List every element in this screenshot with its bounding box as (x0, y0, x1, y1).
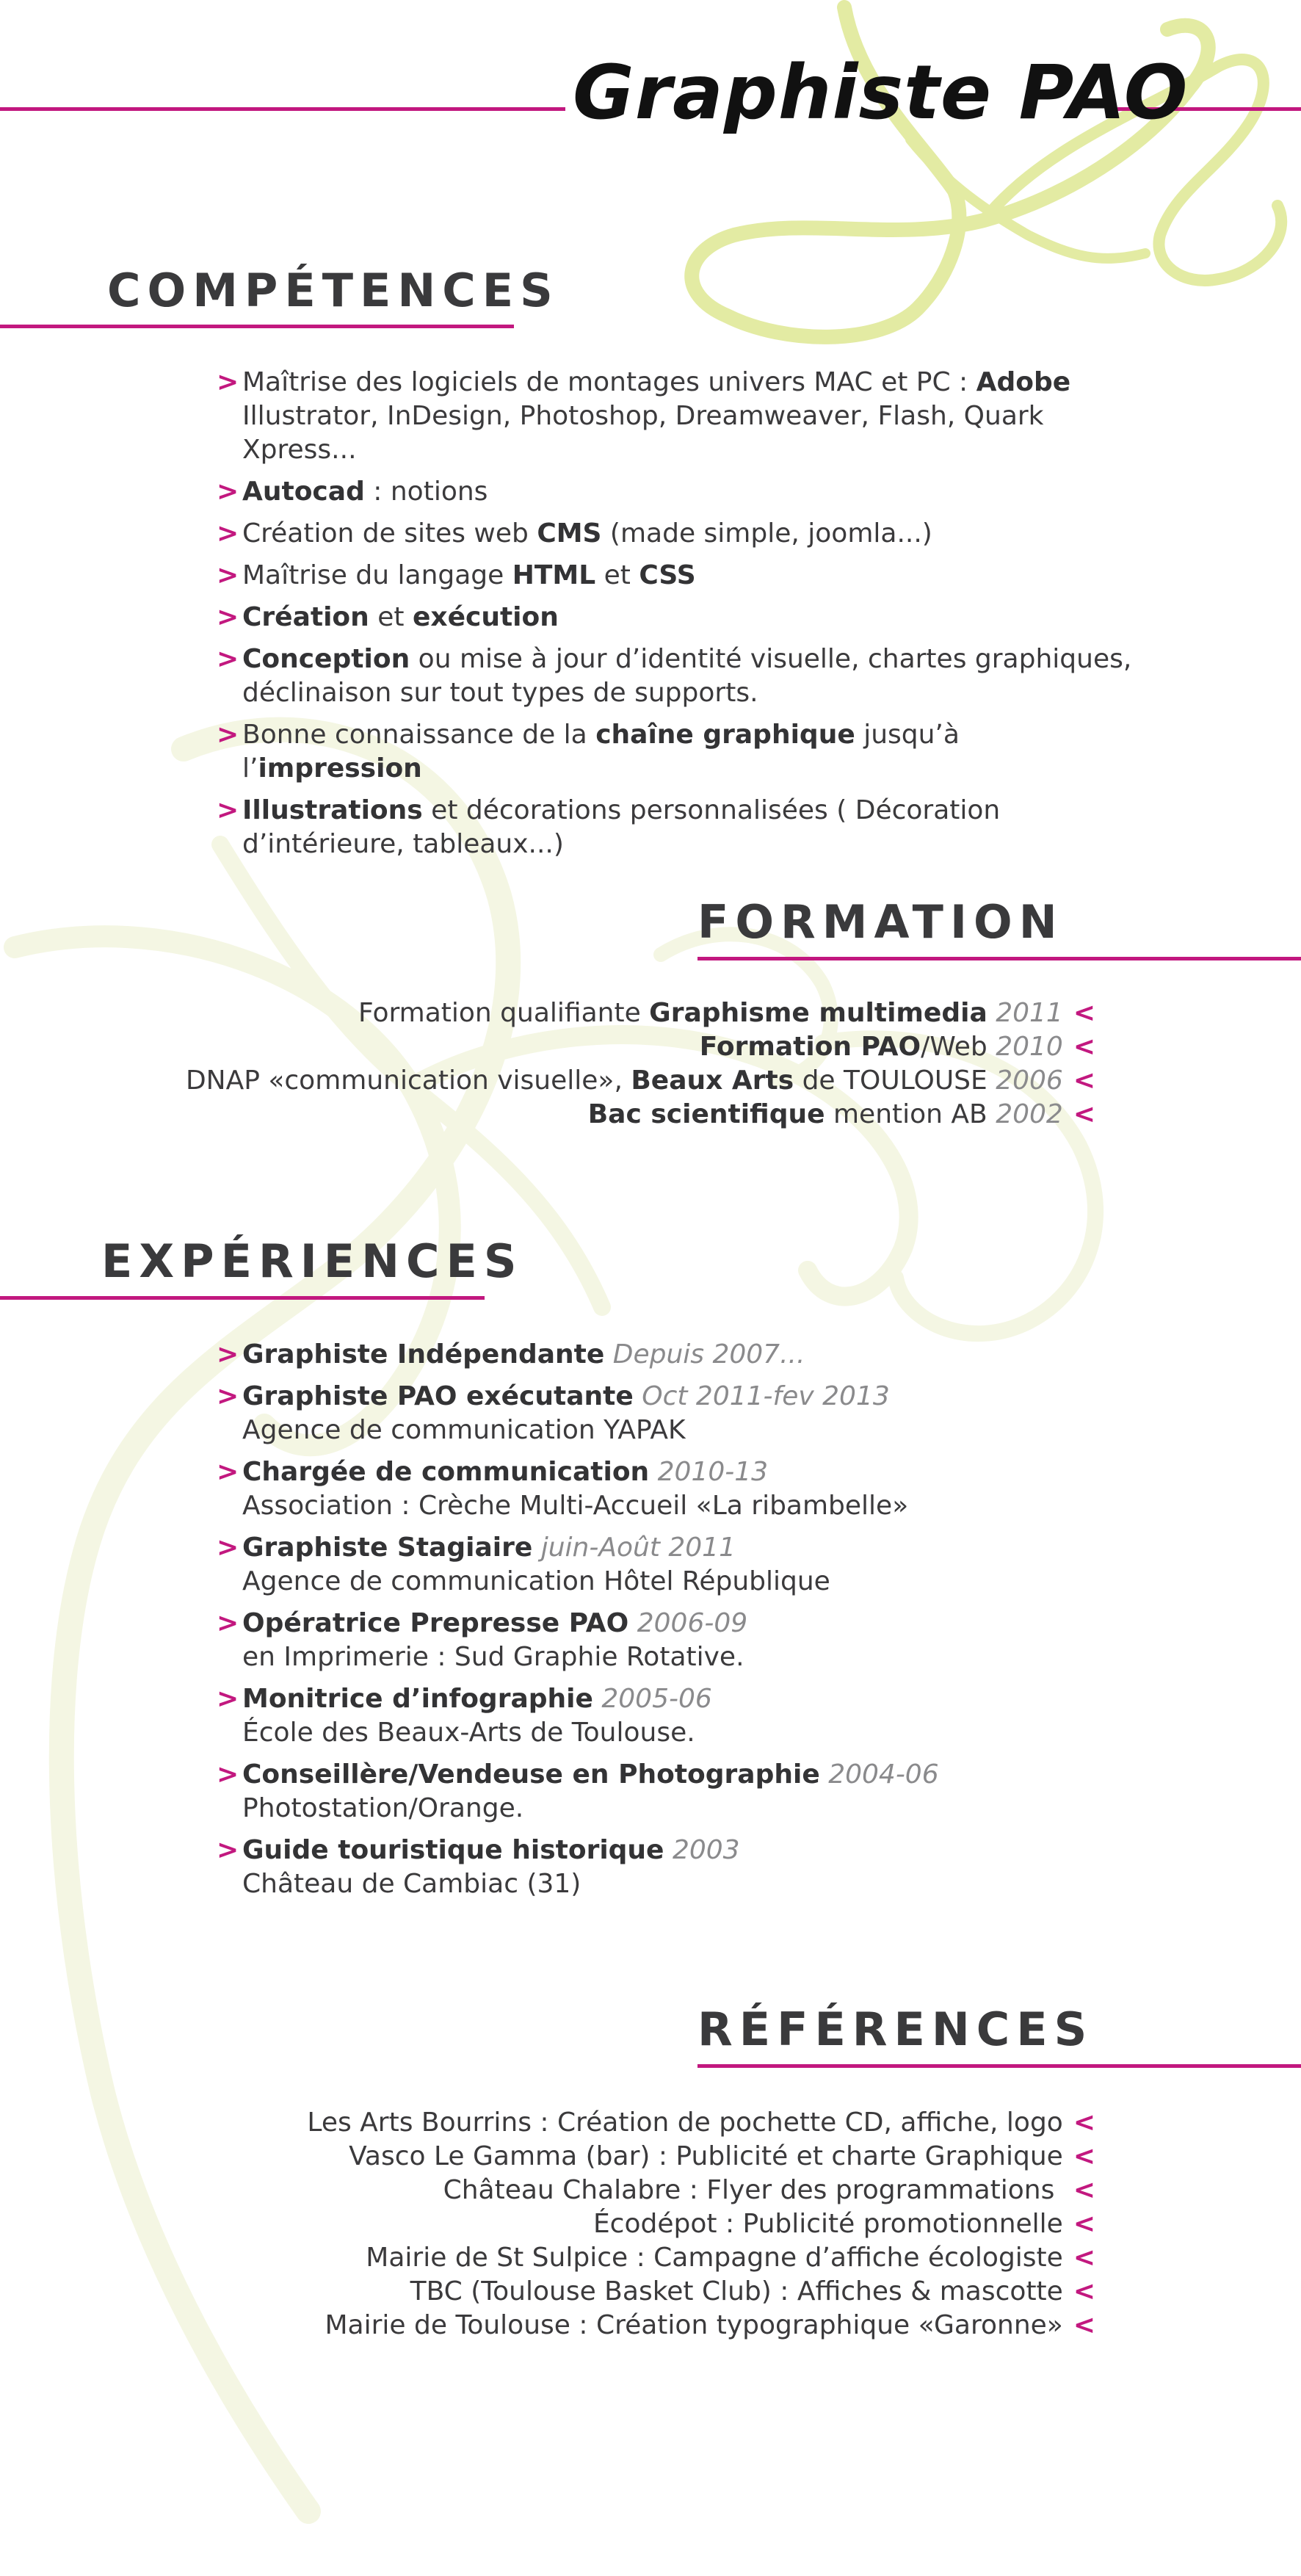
bullet-chevron-icon: > (217, 1339, 239, 1370)
experience-date: 2003 (672, 1835, 740, 1865)
bullet-chevron-icon: > (217, 518, 239, 549)
formation-item (186, 1098, 1095, 1132)
experience-role: Guide touristique historique (242, 1835, 664, 1865)
experience-role: Graphiste Indépendante (242, 1339, 605, 1370)
date-text: 2011 (996, 998, 1063, 1028)
experience-item (217, 1607, 1134, 1674)
date-text: 2006 (996, 1066, 1063, 1096)
bold-text: HTML (512, 560, 596, 590)
references-list (307, 2106, 1095, 2342)
competences-list (217, 366, 1134, 869)
experience-place: Photostation/Orange. (242, 1793, 524, 1823)
competence-item (217, 517, 1134, 551)
competences-title: COMPÉTENCES (107, 264, 559, 317)
competences-rule (0, 325, 514, 328)
reference-text: Mairie de Toulouse : Création typographique «Garonne» (325, 2310, 1063, 2340)
bullet-chevron-icon: > (217, 477, 239, 507)
competence-item (217, 366, 1134, 467)
experiences-title: EXPÉRIENCES (101, 1234, 523, 1288)
formation-list (186, 996, 1095, 1132)
text: (made simple, joomla...) (601, 518, 932, 549)
bullet-chevron-icon: < (1073, 2243, 1095, 2273)
bullet-chevron-icon: > (217, 1457, 239, 1487)
bullet-chevron-icon: > (217, 644, 239, 674)
text: jusqu’à l’ (242, 720, 960, 784)
text (987, 998, 996, 1028)
text: mention AB (825, 1099, 996, 1129)
text: de TOULOUSE (794, 1066, 996, 1096)
bold-text: impression (258, 753, 422, 784)
reference-item (307, 2174, 1095, 2207)
experience-date: Oct 2011-fev 2013 (642, 1381, 890, 1411)
bold-text: Bac scientifique (587, 1099, 825, 1129)
bullet-chevron-icon: < (1073, 1032, 1095, 1062)
competence-item (217, 643, 1134, 710)
experience-date: Depuis 2007... (612, 1339, 805, 1370)
formation-item (186, 996, 1095, 1030)
formation-title: FORMATION (697, 895, 1064, 949)
bold-text: CMS (537, 518, 602, 549)
experience-date: 2004-06 (828, 1759, 939, 1790)
experiences-rule (0, 1296, 485, 1300)
bullet-chevron-icon: < (1073, 2141, 1095, 2171)
reference-text: Les Arts Bourrins : Création de pochette CD, affiche, logo (307, 2108, 1063, 2138)
bold-text: Conception (242, 644, 410, 674)
bold-text: Adobe (976, 367, 1071, 397)
reference-text: Mairie de St Sulpice : Campagne d’affiche écologiste (366, 2243, 1063, 2273)
text: Maîtrise des logiciels de montages univers MAC et PC : (242, 367, 976, 397)
experience-date: 2006-09 (637, 1608, 748, 1638)
bold-text: Illustrations (242, 795, 423, 825)
bullet-chevron-icon: > (217, 1608, 239, 1638)
competence-item (217, 601, 1134, 634)
text: /Web (921, 1032, 996, 1062)
bullet-chevron-icon: > (217, 1835, 239, 1865)
reference-item (307, 2106, 1095, 2140)
text: Illustrator, InDesign, Photoshop, Dreamweaver, Flash, Quark Xpress... (242, 401, 1044, 465)
bullet-chevron-icon: > (217, 720, 239, 750)
bullet-chevron-icon: < (1073, 2310, 1095, 2340)
text: ou mise à jour d’identité visuelle, chartes graphiques, déclinaison sur tout types de supports. (242, 644, 1132, 708)
experience-place: Association : Crèche Multi-Accueil «La ribambelle» (242, 1491, 909, 1521)
competence-item (217, 794, 1134, 861)
text: DNAP «communication visuelle», (185, 1066, 631, 1096)
bullet-chevron-icon: > (217, 602, 239, 632)
title-rule-left (0, 107, 565, 111)
page-title: Graphiste PAO (573, 49, 1189, 137)
experience-place: Agence de communication YAPAK (242, 1415, 686, 1445)
experience-date: juin-Août 2011 (540, 1533, 736, 1563)
bold-text: Formation PAO (699, 1032, 921, 1062)
bullet-chevron-icon: < (1073, 998, 1095, 1028)
bullet-chevron-icon: < (1073, 2108, 1095, 2138)
bullet-chevron-icon: < (1073, 2175, 1095, 2205)
experience-role: Graphiste Stagiaire (242, 1533, 533, 1563)
date-text: 2002 (996, 1099, 1063, 1129)
bullet-chevron-icon: < (1073, 1099, 1095, 1129)
bold-text: Beaux Arts (631, 1066, 794, 1096)
bullet-chevron-icon: > (217, 1684, 239, 1714)
bullet-chevron-icon: < (1073, 2209, 1095, 2239)
text: Maîtrise du langage (242, 560, 512, 590)
date-text: 2010 (996, 1032, 1063, 1062)
experience-item (217, 1380, 1134, 1447)
reference-item (307, 2241, 1095, 2275)
competence-item (217, 718, 1134, 786)
text: et décorations personnalisées ( Décoration d’intérieure, tableaux...) (242, 795, 1001, 859)
text: et (369, 602, 413, 632)
experience-role: Opératrice Prepresse PAO (242, 1608, 629, 1638)
experience-place: Agence de communication Hôtel République (242, 1566, 830, 1596)
experience-role: Graphiste PAO exécutante (242, 1381, 634, 1411)
bullet-chevron-icon: < (1073, 2276, 1095, 2307)
experience-item (217, 1531, 1134, 1599)
references-title: RÉFÉRENCES (697, 2002, 1094, 2056)
experiences-list (217, 1338, 1134, 1909)
formation-rule (697, 957, 1301, 960)
bullet-chevron-icon: > (217, 367, 239, 397)
bold-text: CSS (639, 560, 696, 590)
experience-place: Château de Cambiac (31) (242, 1869, 581, 1899)
reference-item (307, 2140, 1095, 2174)
bold-text: Graphisme multimedia (649, 998, 987, 1028)
text: Bonne connaissance de la (242, 720, 596, 750)
bold-text: Autocad (242, 477, 365, 507)
formation-item (186, 1030, 1095, 1064)
reference-item (307, 2207, 1095, 2241)
reference-text: Écodépot : Publicité promotionnelle (592, 2209, 1063, 2239)
experience-place: en Imprimerie : Sud Graphie Rotative. (242, 1642, 744, 1672)
text: : notions (364, 477, 488, 507)
bullet-chevron-icon: > (217, 560, 239, 590)
experience-item (217, 1338, 1134, 1372)
competence-item (217, 475, 1134, 509)
competence-item (217, 559, 1134, 593)
bullet-chevron-icon: > (217, 1533, 239, 1563)
reference-text: Château Chalabre : Flyer des programmations (443, 2175, 1063, 2205)
experience-role: Chargée de communication (242, 1457, 650, 1487)
bold-text: Création (242, 602, 369, 632)
bold-text: exécution (412, 602, 559, 632)
text: Formation qualifiante (358, 998, 650, 1028)
experience-date: 2010-13 (657, 1457, 769, 1487)
references-rule (697, 2064, 1301, 2068)
formation-item (186, 1064, 1095, 1098)
text: Création de sites web (242, 518, 537, 549)
experience-date: 2005-06 (601, 1684, 712, 1714)
bullet-chevron-icon: > (217, 795, 239, 825)
bullet-chevron-icon: > (217, 1381, 239, 1411)
reference-text: TBC (Toulouse Basket Club) : Affiches & mascotte (410, 2276, 1063, 2307)
reference-item (307, 2275, 1095, 2309)
experience-place: École des Beaux-Arts de Toulouse. (242, 1718, 695, 1748)
experience-item (217, 1455, 1134, 1523)
experience-role: Conseillère/Vendeuse en Photographie (242, 1759, 820, 1790)
experience-item (217, 1834, 1134, 1901)
experience-item (217, 1682, 1134, 1750)
reference-item (307, 2309, 1095, 2342)
text: et (595, 560, 639, 590)
experience-role: Monitrice d’infographie (242, 1684, 593, 1714)
bullet-chevron-icon: < (1073, 1066, 1095, 1096)
bold-text: chaîne graphique (595, 720, 855, 750)
bullet-chevron-icon: > (217, 1759, 239, 1790)
experience-item (217, 1758, 1134, 1826)
reference-text: Vasco Le Gamma (bar) : Publicité et charte Graphique (349, 2141, 1063, 2171)
